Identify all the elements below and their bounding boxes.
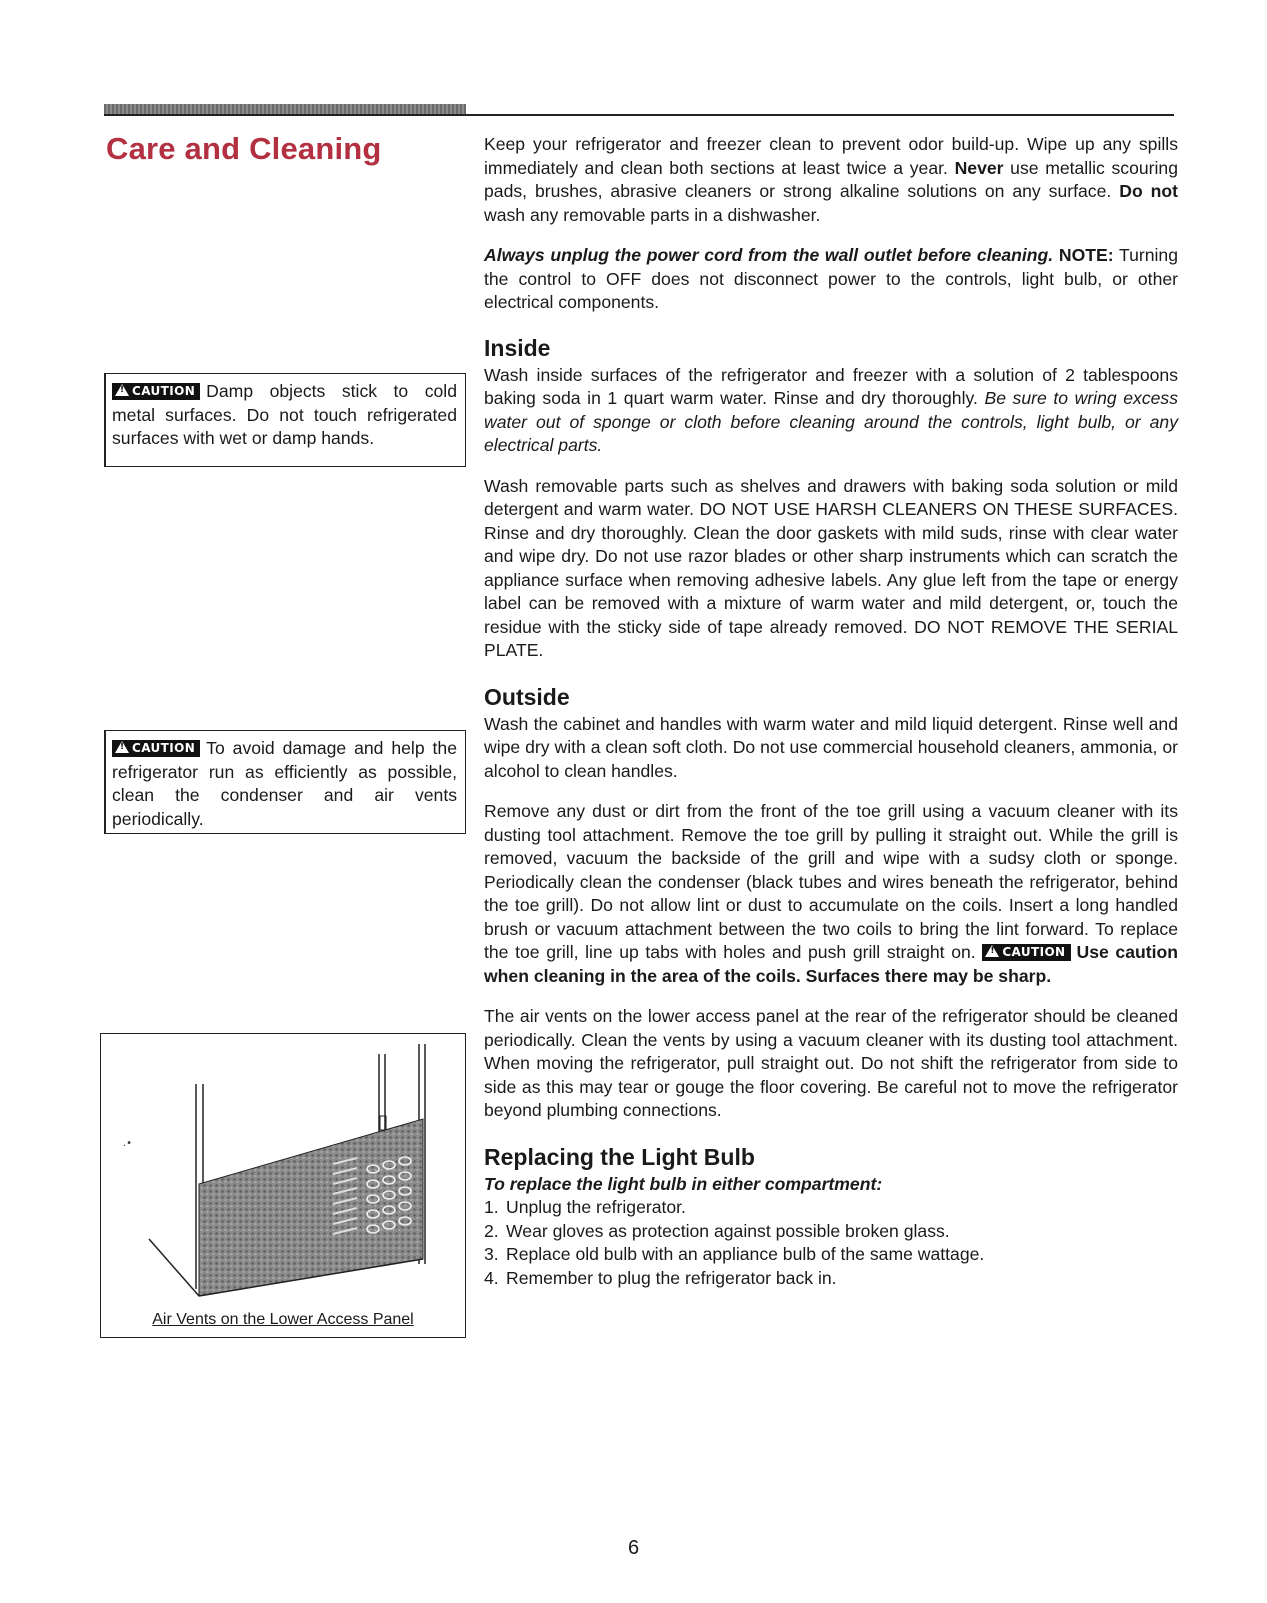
list-item: 1. Unplug the refrigerator. xyxy=(484,1197,686,1217)
access-panel-illustration xyxy=(101,1034,467,1339)
outside-paragraph-2: Remove any dust or dirt from the front of the toe grill using a vacuum cleaner with its dusting tool attachment. Remove the toe grill by pulling it straight out. While the grill is removed, vacuum the backside of the grill and wipe with a sudsy cloth or sponge. Periodically clean the condenser (black tubes and wires beneath the refrigerator, behind the toe grill). Do not allow lint or dust to accumulate on the coils. Insert a long handled brush or vacuum attachment between the two coils to bring the lint forward. To replace the toe grill, line up tabs with holes and push grill straight on. !CAUTION Use caution when cleaning in the area of the coils. Surfaces there may be sharp. xyxy=(484,800,1178,988)
warning-triangle-icon xyxy=(985,945,999,957)
caution-badge: !CAUTION xyxy=(112,740,200,757)
inside-paragraph-2: Wash removable parts such as shelves and drawers with baking soda solution or mild detergent and warm water. DO NOT USE HARSH CLEANERS ON THESE SURFACES. Rinse and dry thoroughly. Clean the door gaskets with mild suds, rinse with clear water and wipe dry. Do not use razor blades or other sharp instruments which can scratch the appliance surface when removing adhesive labels. Any glue left from the tape or energy label can be removed with a mixture of warm water and mild detergent, or, touch the residue with the sticky side of tape already removed. DO NOT REMOVE THE SERIAL PLATE. xyxy=(484,475,1178,660)
list-item: 2. Wear gloves as protection against possible broken glass. xyxy=(484,1220,950,1241)
unplug-note: Always unplug the power cord from the wall outlet before cleaning. NOTE: Turning the control to OFF does not disconnect power to the controls, light bulb, or other electrical components. xyxy=(484,245,1178,312)
inside-paragraph-1: Wash inside surfaces of the refrigerator and freezer with a solution of 2 tablespoons baking soda in 1 quart warm water. Rinse and dry thoroughly. Be sure to wring excess water out of sponge or cloth before cleaning around the controls, light bulb, or any electrical parts. xyxy=(484,364,1178,455)
caution-text: To avoid damage and help the refrigerator run as efficiently as possible, clean the condenser and air vents periodically. xyxy=(112,738,457,829)
light-bulb-steps xyxy=(484,1196,1178,1290)
intro-paragraph: Keep your refrigerator and freezer clean to prevent odor build-up. Wipe up any spills immediately and clean both sections at least twice a year. Never use metallic scouring pads, brushes, abrasive cleaners or strong alkaline solutions on any surface. Do not wash any removable parts in a dishwasher. xyxy=(484,134,1179,225)
caution-box-damp-objects xyxy=(104,373,466,467)
outside-paragraph-1: Wash the cabinet and handles with warm water and mild liquid detergent. Rinse well and wipe dry with a clean soft cloth. Do not use commercial household cleaners, ammonia, or alcohol to clean handles. xyxy=(484,713,1178,781)
list-item: 3. Replace old bulb with an appliance bulb of the same wattage. xyxy=(484,1244,985,1264)
section-heading-inside: Inside xyxy=(484,334,551,361)
figure-caption: Air Vents on the Lower Access Panel xyxy=(152,1311,414,1328)
caution-box-condenser xyxy=(104,730,466,834)
section-heading-light-bulb: Replacing the Light Bulb xyxy=(484,1143,755,1170)
page-number: 6 xyxy=(627,1537,640,1559)
caution-badge: !CAUTION xyxy=(982,944,1070,961)
header-rule xyxy=(104,114,1174,116)
caution-text: Damp objects stick to cold metal surfaces. Do not touch refrigerated surfaces with wet or damp hands. xyxy=(112,381,457,448)
outside-paragraph-3: The air vents on the lower access panel at the rear of the refrigerator should be cleaned periodically. Clean the vents by using a vacuum cleaner with its dusting tool attachment. When moving the refrigerator, pull straight out. Do not shift the refrigerator from side to side as this may tear or gouge the floor covering. Be careful not to move the refrigerator beyond plumbing connections. xyxy=(484,1006,1178,1120)
page-title: Care and Cleaning xyxy=(106,131,382,166)
section-heading-outside: Outside xyxy=(484,683,570,710)
list-item: 4. Remember to plug the refrigerator back in. xyxy=(484,1267,837,1288)
light-bulb-subheading: To replace the light bulb in either compartment: xyxy=(484,1173,883,1194)
svg-text:.•: .• xyxy=(123,1138,133,1149)
air-vents-figure xyxy=(100,1033,466,1338)
main-column xyxy=(484,133,1178,1290)
caution-badge: !CAUTION xyxy=(112,383,200,400)
warning-triangle-icon xyxy=(115,384,129,396)
warning-triangle-icon xyxy=(115,741,129,753)
